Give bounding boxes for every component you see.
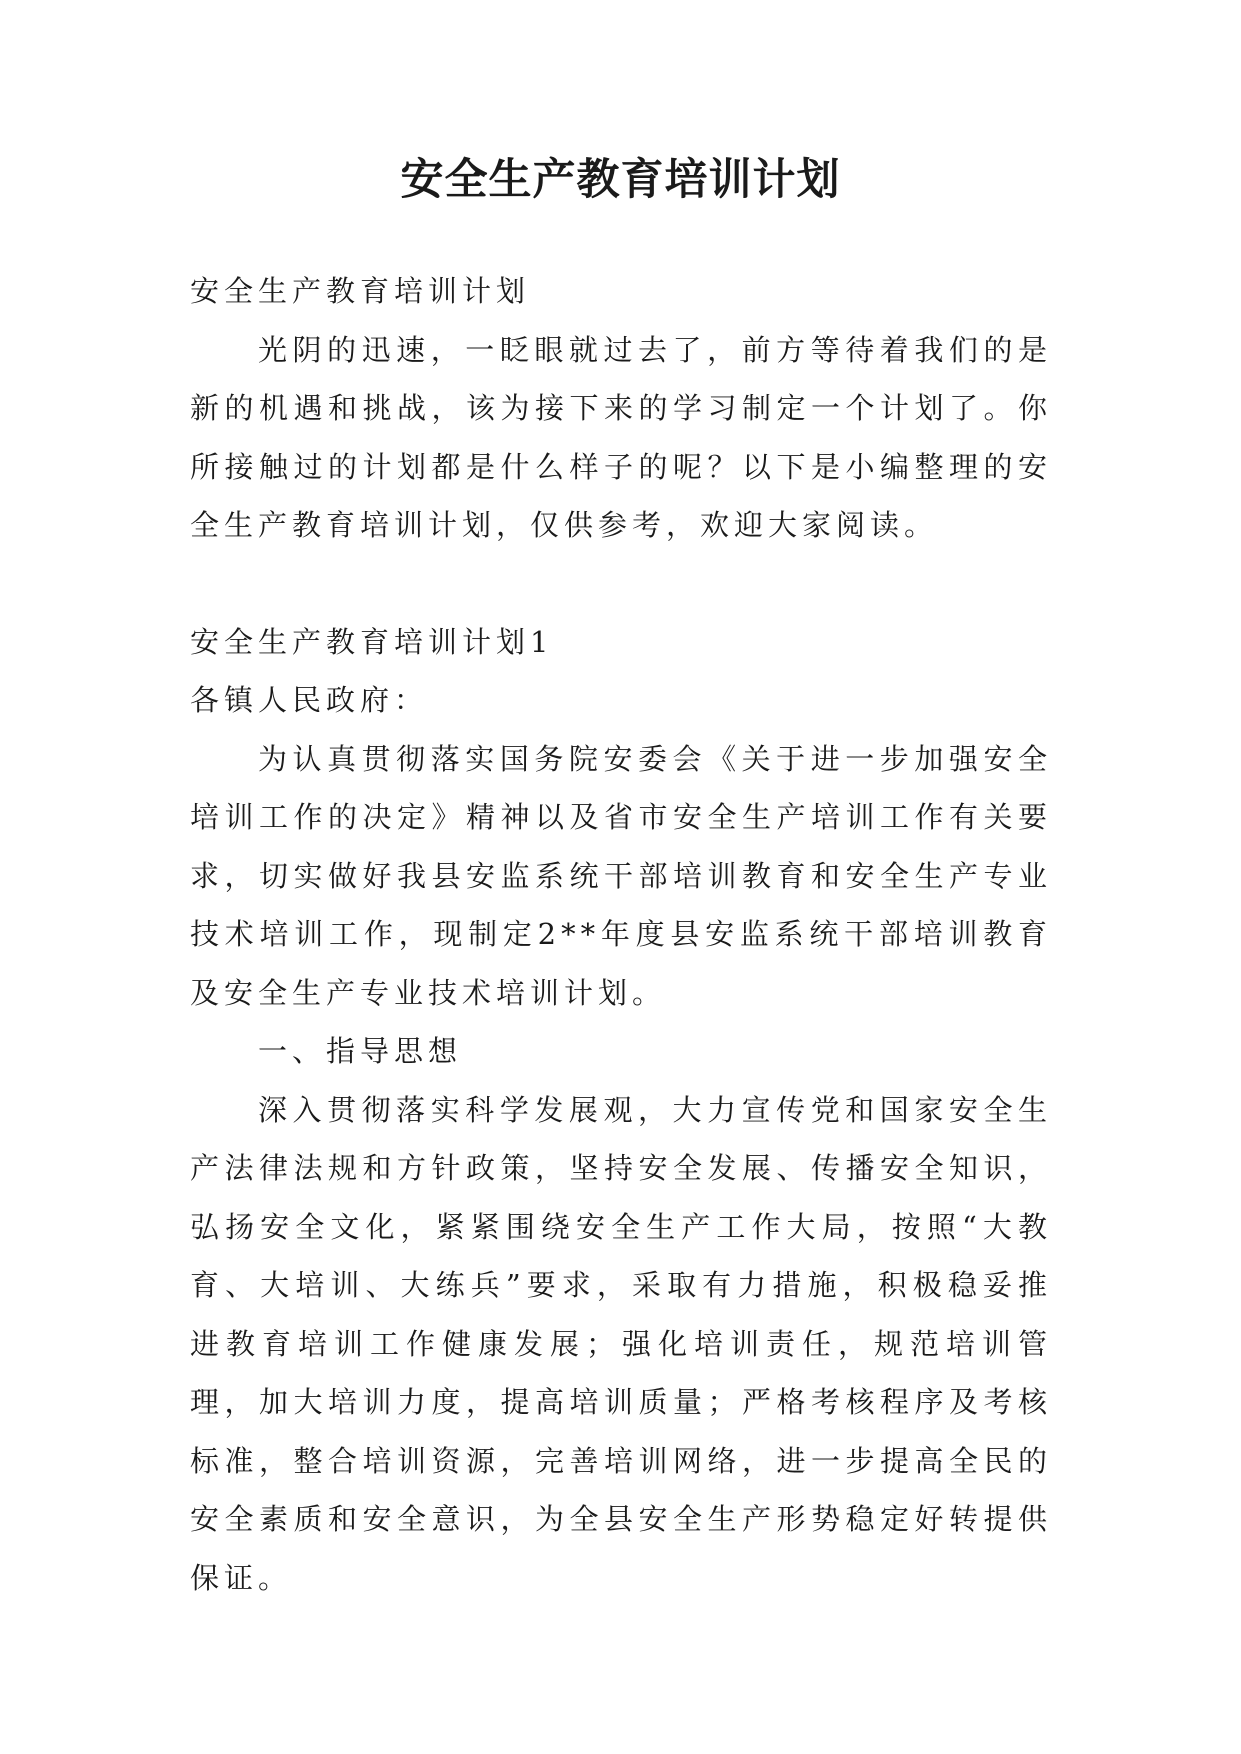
salutation: 各镇人民政府： [190, 683, 429, 717]
section-heading: 安全生产教育培训计划1 [190, 624, 554, 659]
document-title: 安全生产教育培训计划 [400, 155, 841, 205]
paragraph-purpose: 为认真贯彻落实国务院安委会《关于进一步加强安全培训工作的决定》精神以及省市安全生产培训工作有关要求，切实做好我县安监系统干部培训教育和安全生产专业技术培训工作，现制定2**年度县安监系统干部培训教育及安全生产专业技术培训计划。 [190, 741, 1052, 1010]
document-subtitle: 安全生产教育培训计划 [190, 274, 531, 308]
intro-paragraph: 光阴的迅速，一眨眼就过去了，前方等待着我们的是新的机遇和挑战，该为接下来的学习制定一个计划了。你所接触过的计划都是什么样子的呢？以下是小编整理的安全生产教育培训计划，仅供参考，欢迎大家阅读。 [190, 332, 1052, 542]
paragraph-guiding-ideology: 深入贯彻落实科学发展观，大力宣传党和国家安全生产法律法规和方针政策，坚持安全发展、传播安全知识，弘扬安全文化，紧紧围绕安全生产工作大局，按照“大教育、大培训、大练兵”要求，采取有力措施，积极稳妥推进教育培训工作健康发展；强化培训责任，规范培训管理，加大培训力度，提高培训质量；严格考核程序及考核标准，整合培训资源，完善培训网络，进一步提高全民的安全素质和安全意识，为全县安全生产形势稳定好转提供保证。 [190, 1092, 1052, 1595]
heading-guiding-ideology: 一、指导思想 [258, 1034, 463, 1068]
document-body [190, 262, 1052, 1607]
